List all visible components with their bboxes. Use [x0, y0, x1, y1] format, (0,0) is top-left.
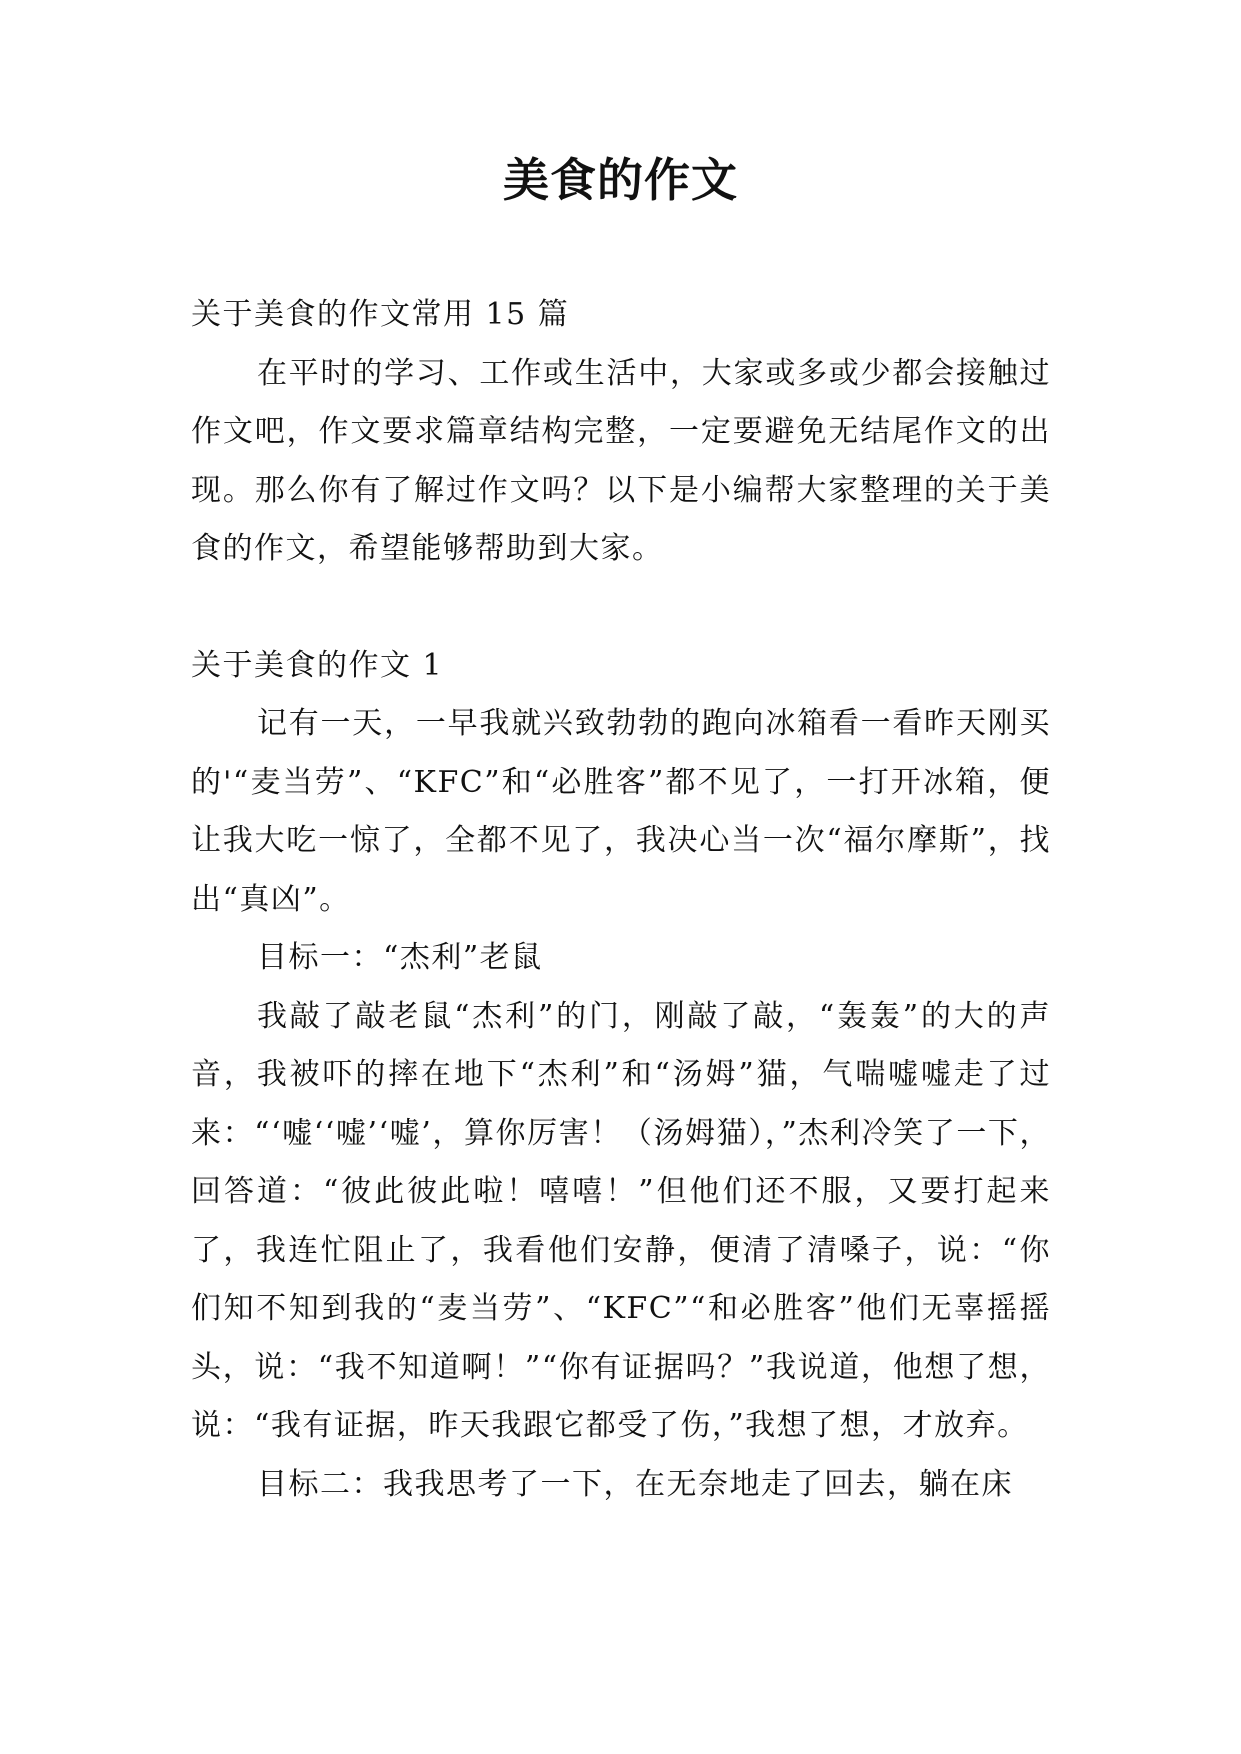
- body-paragraph: 目标二：我我思考了一下，在无奈地走了回去，躺在床: [257, 1466, 1013, 1502]
- body-paragraph: 记有一天，一早我就兴致勃勃的跑向冰箱看一看昨天刚买的'“麦当劳”、“KFC”和“必胜客”都不见了，一打开冰箱，便让我大吃一惊了，全都不见了，我决心当一次“福尔摩斯”，找出“真凶”。: [191, 706, 1051, 917]
- body-paragraph: 目标一：“杰利”老鼠: [257, 940, 543, 975]
- document-title: 美食的作文: [503, 153, 738, 207]
- intro-paragraph: 在平时的学习、工作或生活中，大家或多或少都会接触过作文吧，作文要求篇章结构完整，一定要避免无结尾作文的出现。那么你有了解过作文吗？以下是小编帮大家整理的关于美食的作文，希望能够帮助到大家。: [191, 355, 1051, 566]
- body-paragraph: 我敲了敲老鼠“杰利”的门，刚敲了敲，“轰轰”的大的声音，我被吓的摔在地下“杰利”和“汤姆”猫，气喘嘘嘘走了过来：“‘嘘‘‘嘘’‘嘘’，算你厉害！（汤姆猫），”杰利冷笑了一下，回答道：“彼此彼此啦！嘻嘻！”但他们还不服，又要打起来了，我连忙阻止了，我看他们安静，便清了清嗓子，说：“你们知不知到我的“麦当劳”、“KFC”“和必胜客”他们无辜摇摇头，说：“我不知道啊！”“你有证据吗？”我说道，他想了想，说：“我有证据，昨天我跟它都受了伤，”我想了想，才放弃。: [191, 998, 1051, 1443]
- document-subtitle: 关于美食的作文常用 15 篇: [191, 297, 570, 332]
- section-heading: 关于美食的作文 1: [191, 647, 444, 683]
- document-body: [191, 286, 1051, 1514]
